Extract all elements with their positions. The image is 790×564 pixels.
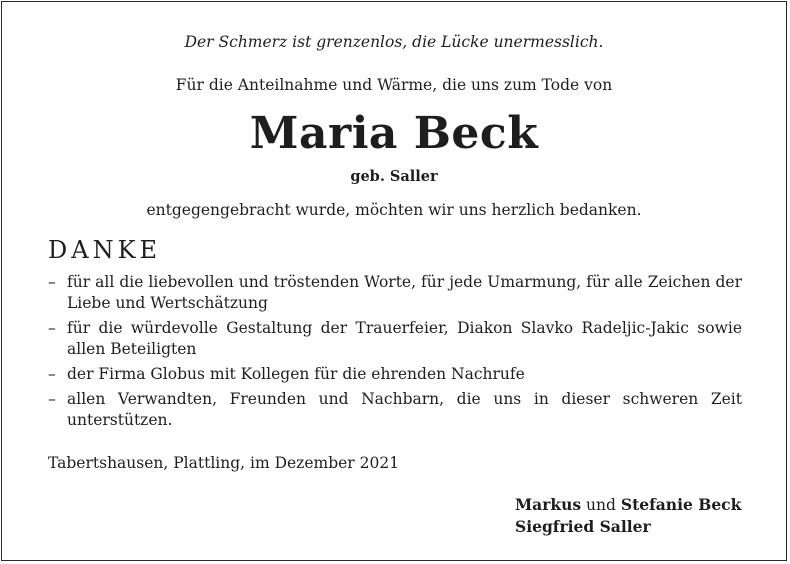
signer-name: Markus — [515, 495, 582, 514]
intro-text: Für die Anteilnahme und Wärme, die uns zum Tode von — [175, 76, 613, 94]
deceased-name: Maria Beck — [249, 108, 539, 159]
danke-heading: DANKE — [48, 236, 162, 264]
list-item: – der Firma Globus mit Kollegen für die ehrenden Nachrufe — [48, 364, 742, 385]
list-item: – für die würdevolle Gestaltung der Trauerfeier, Diakon Slavko Radeljic-Jakic sowie allen Beteiligten — [48, 318, 742, 360]
signer-name: Stefanie Beck — [620, 495, 742, 514]
signer-line-1 — [515, 494, 741, 516]
obituary-thanks-card — [1, 1, 787, 561]
maiden-name: geb. Saller — [350, 168, 438, 185]
thanks-line: entgegengebracht wurde, möchten wir uns herzlich bedanken. — [146, 201, 642, 219]
signers — [515, 494, 741, 537]
list-item: – allen Verwandten, Freunden und Nachbarn, die uns in dieser schweren Zeit unterstützen. — [48, 389, 742, 431]
list-item: – für all die liebevollen und tröstenden Worte, für jede Umarmung, für alle Zeichen der Liebe und Wertschätzung — [48, 272, 742, 314]
thanks-list — [48, 272, 742, 435]
signer-line-2: Siegfried Saller — [515, 517, 651, 536]
motto: Der Schmerz ist grenzenlos, die Lücke unermesslich. — [184, 33, 604, 51]
signer-conjunction: und — [586, 496, 616, 514]
place-date: Tabertshausen, Plattling, im Dezember 2021 — [48, 454, 400, 472]
